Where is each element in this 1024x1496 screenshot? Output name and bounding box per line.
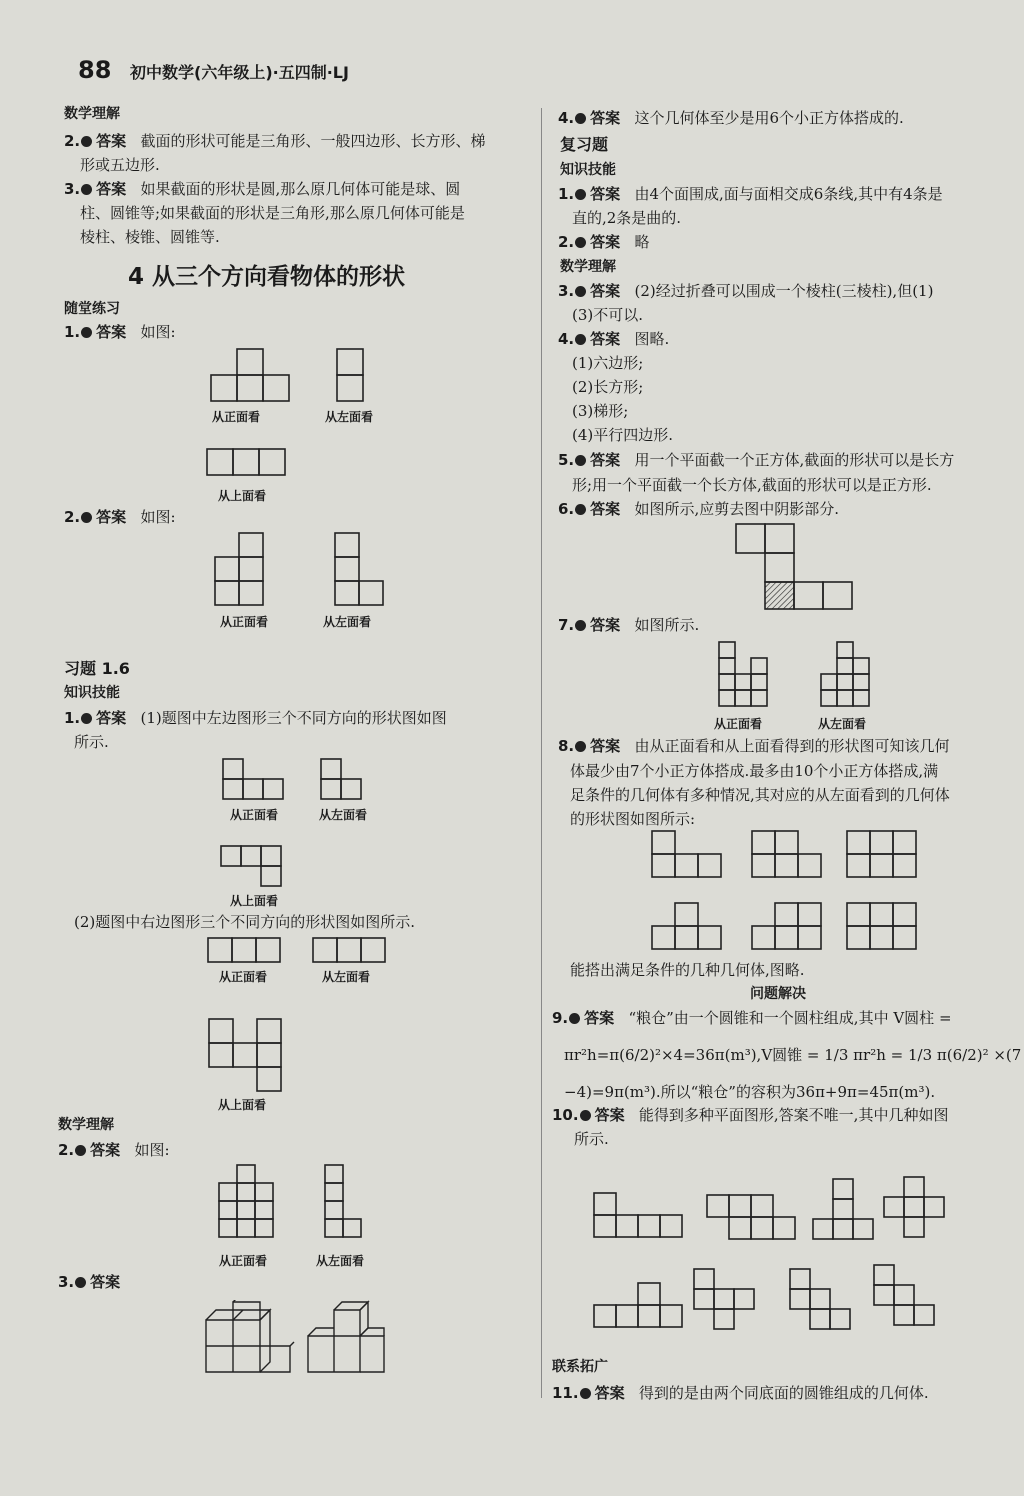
figure-r8-c bbox=[846, 830, 920, 882]
figure-e1b-left bbox=[312, 937, 388, 965]
figure-e3-cubes-a bbox=[204, 1300, 296, 1374]
review-11: 11. 答案 得到的是由两个同底面的圆锥组成的几何体. bbox=[552, 1384, 929, 1402]
label-left: 从左面看 bbox=[316, 1254, 365, 1268]
running-title: 初中数学(六年级上)·五四制·LJ bbox=[130, 63, 349, 82]
figure-r10-d bbox=[882, 1176, 954, 1240]
section-practice: 随堂练习 bbox=[64, 301, 120, 317]
column-divider bbox=[541, 108, 542, 1398]
item-2-cont: 形或五边形. bbox=[80, 156, 160, 174]
review-8-e: 能搭出满足条件的几种几何体,图略. bbox=[570, 961, 805, 979]
label-front: 从正面看 bbox=[230, 808, 279, 822]
exercise-1-cont: 所示. bbox=[74, 733, 109, 751]
review-9-formula-1: πr²h=π(6/2)²×4=36π(m³),V圆锥 = 1/3 πr²h = 1/3 π(6/2)² ×(7 bbox=[564, 1046, 1022, 1064]
figure-r10-c bbox=[810, 1178, 882, 1240]
review-4-iv: (4)平行四边形. bbox=[572, 426, 674, 444]
figure-p1-left bbox=[336, 348, 368, 404]
figure-r8-d bbox=[651, 902, 725, 954]
answer-marker-icon bbox=[81, 713, 92, 724]
label-front: 从正面看 bbox=[219, 1254, 268, 1268]
item-3: 3. 答案 如果截面的形状是圆,那么原几何体可能是球、圆 bbox=[64, 180, 461, 198]
review-1: 1. 答案 由4个面围成,面与面相交成6条线,其中有4条是 bbox=[558, 185, 943, 203]
item-r4: 4. 答案 这个几何体至少是用6个小正方体搭成的. bbox=[558, 109, 904, 127]
review-8: 8. 答案 由从正面看和从上面看得到的形状图可知该几何 bbox=[558, 737, 950, 755]
review-3: 3. 答案 (2)经过折叠可以围成一个棱柱(三棱柱),但(1) bbox=[558, 282, 934, 300]
review-9-formula-2: −4)=9π(m³).所以“粮仓”的容积为36π+9π=45π(m³). bbox=[564, 1083, 936, 1101]
figure-r6-net bbox=[734, 522, 858, 612]
answer-marker-icon bbox=[575, 237, 586, 248]
figure-p2-left bbox=[334, 532, 390, 608]
label-left: 从左面看 bbox=[325, 410, 374, 424]
figure-e1-left bbox=[320, 758, 366, 802]
figure-r10-a bbox=[593, 1192, 685, 1238]
section-knowledge-r: 知识技能 bbox=[560, 162, 616, 178]
item-2: 2. 答案 截面的形状可能是三角形、一般四边形、长方形、梯 bbox=[64, 132, 486, 150]
figure-r10-f bbox=[692, 1268, 764, 1332]
section-extension: 联系拓广 bbox=[552, 1359, 608, 1375]
section-problem-solving: 问题解决 bbox=[750, 986, 806, 1002]
review-2: 2. 答案 略 bbox=[558, 233, 650, 251]
answer-marker-icon bbox=[575, 455, 586, 466]
section-math-understanding-2: 数学理解 bbox=[58, 1117, 114, 1133]
figure-r10-h bbox=[872, 1264, 944, 1330]
chapter-title: 4 从三个方向看物体的形状 bbox=[128, 264, 406, 290]
figure-e1-top bbox=[220, 845, 286, 891]
review-10: 10. 答案 能得到多种平面图形,答案不唯一,其中几种如图 bbox=[552, 1106, 949, 1124]
label-front: 从正面看 bbox=[714, 717, 763, 731]
review-6: 6. 答案 如图所示,应剪去图中阴影部分. bbox=[558, 500, 840, 518]
label-top: 从上面看 bbox=[230, 894, 279, 908]
label-left: 从左面看 bbox=[323, 615, 372, 629]
review-8-b: 体最少由7个小正方体搭成.最多由10个小正方体搭成,满 bbox=[570, 762, 939, 780]
figure-r8-a bbox=[651, 830, 725, 882]
answer-marker-icon bbox=[81, 136, 92, 147]
answer-marker-icon bbox=[580, 1388, 591, 1399]
figure-e2-left bbox=[324, 1164, 364, 1240]
review-8-c: 足条件的几何体有多种情况,其对应的从左面看到的几何体 bbox=[570, 786, 950, 804]
review-7: 7. 答案 如图所示. bbox=[558, 616, 700, 634]
answer-marker-icon bbox=[75, 1277, 86, 1288]
review-4: 4. 答案 图略. bbox=[558, 330, 670, 348]
item-3-cont2: 棱柱、棱锥、圆锥等. bbox=[80, 228, 220, 246]
figure-p2-front bbox=[214, 532, 270, 608]
answer-marker-icon bbox=[569, 1013, 580, 1024]
review-title: 复习题 bbox=[560, 135, 609, 154]
exercise-2: 2. 答案 如图: bbox=[58, 1141, 170, 1159]
label-top: 从上面看 bbox=[218, 1098, 267, 1112]
figure-r10-b bbox=[706, 1194, 798, 1240]
answer-marker-icon bbox=[575, 189, 586, 200]
answer-marker-icon bbox=[575, 620, 586, 631]
exercise-1-part2: (2)题图中右边图形三个不同方向的形状图如图所示. bbox=[74, 913, 416, 931]
figure-r10-g bbox=[788, 1268, 860, 1332]
figure-p1-top bbox=[206, 448, 290, 480]
review-4-ii: (2)长方形; bbox=[572, 378, 644, 396]
section-knowledge: 知识技能 bbox=[64, 685, 120, 701]
exercise-1: 1. 答案 (1)题图中左边图形三个不同方向的形状图如图 bbox=[64, 709, 447, 727]
label-left: 从左面看 bbox=[818, 717, 867, 731]
figure-e1b-front bbox=[207, 937, 283, 965]
review-3-cont: (3)不可以. bbox=[572, 306, 644, 324]
review-1-cont: 直的,2条是曲的. bbox=[572, 209, 682, 227]
answer-marker-icon bbox=[81, 512, 92, 523]
item-3-cont1: 柱、圆锥等;如果截面的形状是三角形,那么原几何体可能是 bbox=[80, 204, 465, 222]
answer-marker-icon bbox=[575, 741, 586, 752]
answer-marker-icon bbox=[81, 327, 92, 338]
answer-marker-icon bbox=[575, 286, 586, 297]
practice-2: 2. 答案 如图: bbox=[64, 508, 176, 526]
label-top: 从上面看 bbox=[218, 489, 267, 503]
figure-e3-cubes-b bbox=[306, 1300, 386, 1374]
practice-1: 1. 答案 如图: bbox=[64, 323, 176, 341]
figure-p1-front bbox=[210, 348, 294, 404]
review-5: 5. 答案 用一个平面截一个正方体,截面的形状可以是长方 bbox=[558, 451, 955, 469]
figure-e2-front bbox=[218, 1164, 276, 1240]
figure-r8-f bbox=[846, 902, 920, 954]
section-math-understanding-r: 数学理解 bbox=[560, 259, 616, 275]
figure-r8-b bbox=[751, 830, 825, 882]
page-number: 88 bbox=[78, 56, 112, 84]
answer-marker-icon bbox=[575, 113, 586, 124]
review-10-cont: 所示. bbox=[574, 1130, 609, 1148]
figure-r7-left bbox=[820, 641, 874, 709]
review-9: 9. 答案 “粮仓”由一个圆锥和一个圆柱组成,其中 V圆柱 = bbox=[552, 1009, 952, 1027]
section-math-understanding: 数学理解 bbox=[64, 106, 120, 122]
label-left: 从左面看 bbox=[322, 970, 371, 984]
figure-r10-e bbox=[593, 1282, 685, 1328]
exercise-title: 习题 1.6 bbox=[64, 659, 130, 678]
figure-e1-front bbox=[222, 758, 288, 802]
figure-e1b-top bbox=[208, 1018, 284, 1092]
review-4-iii: (3)梯形; bbox=[572, 402, 629, 420]
answer-marker-icon bbox=[575, 504, 586, 515]
answer-marker-icon bbox=[575, 334, 586, 345]
answer-marker-icon bbox=[580, 1110, 591, 1121]
figure-r7-front bbox=[718, 641, 772, 709]
answer-marker-icon bbox=[75, 1145, 86, 1156]
answer-marker-icon bbox=[81, 184, 92, 195]
review-4-i: (1)六边形; bbox=[572, 354, 644, 372]
exercise-3: 3. 答案 bbox=[58, 1273, 121, 1291]
label-left: 从左面看 bbox=[319, 808, 368, 822]
label-front: 从正面看 bbox=[219, 970, 268, 984]
label-front: 从正面看 bbox=[220, 615, 269, 629]
review-8-d: 的形状图如图所示: bbox=[570, 810, 696, 828]
review-5-cont: 形;用一个平面截一个长方体,截面的形状可以是正方形. bbox=[572, 476, 932, 494]
label-front: 从正面看 bbox=[212, 410, 261, 424]
figure-r8-e bbox=[751, 902, 825, 954]
